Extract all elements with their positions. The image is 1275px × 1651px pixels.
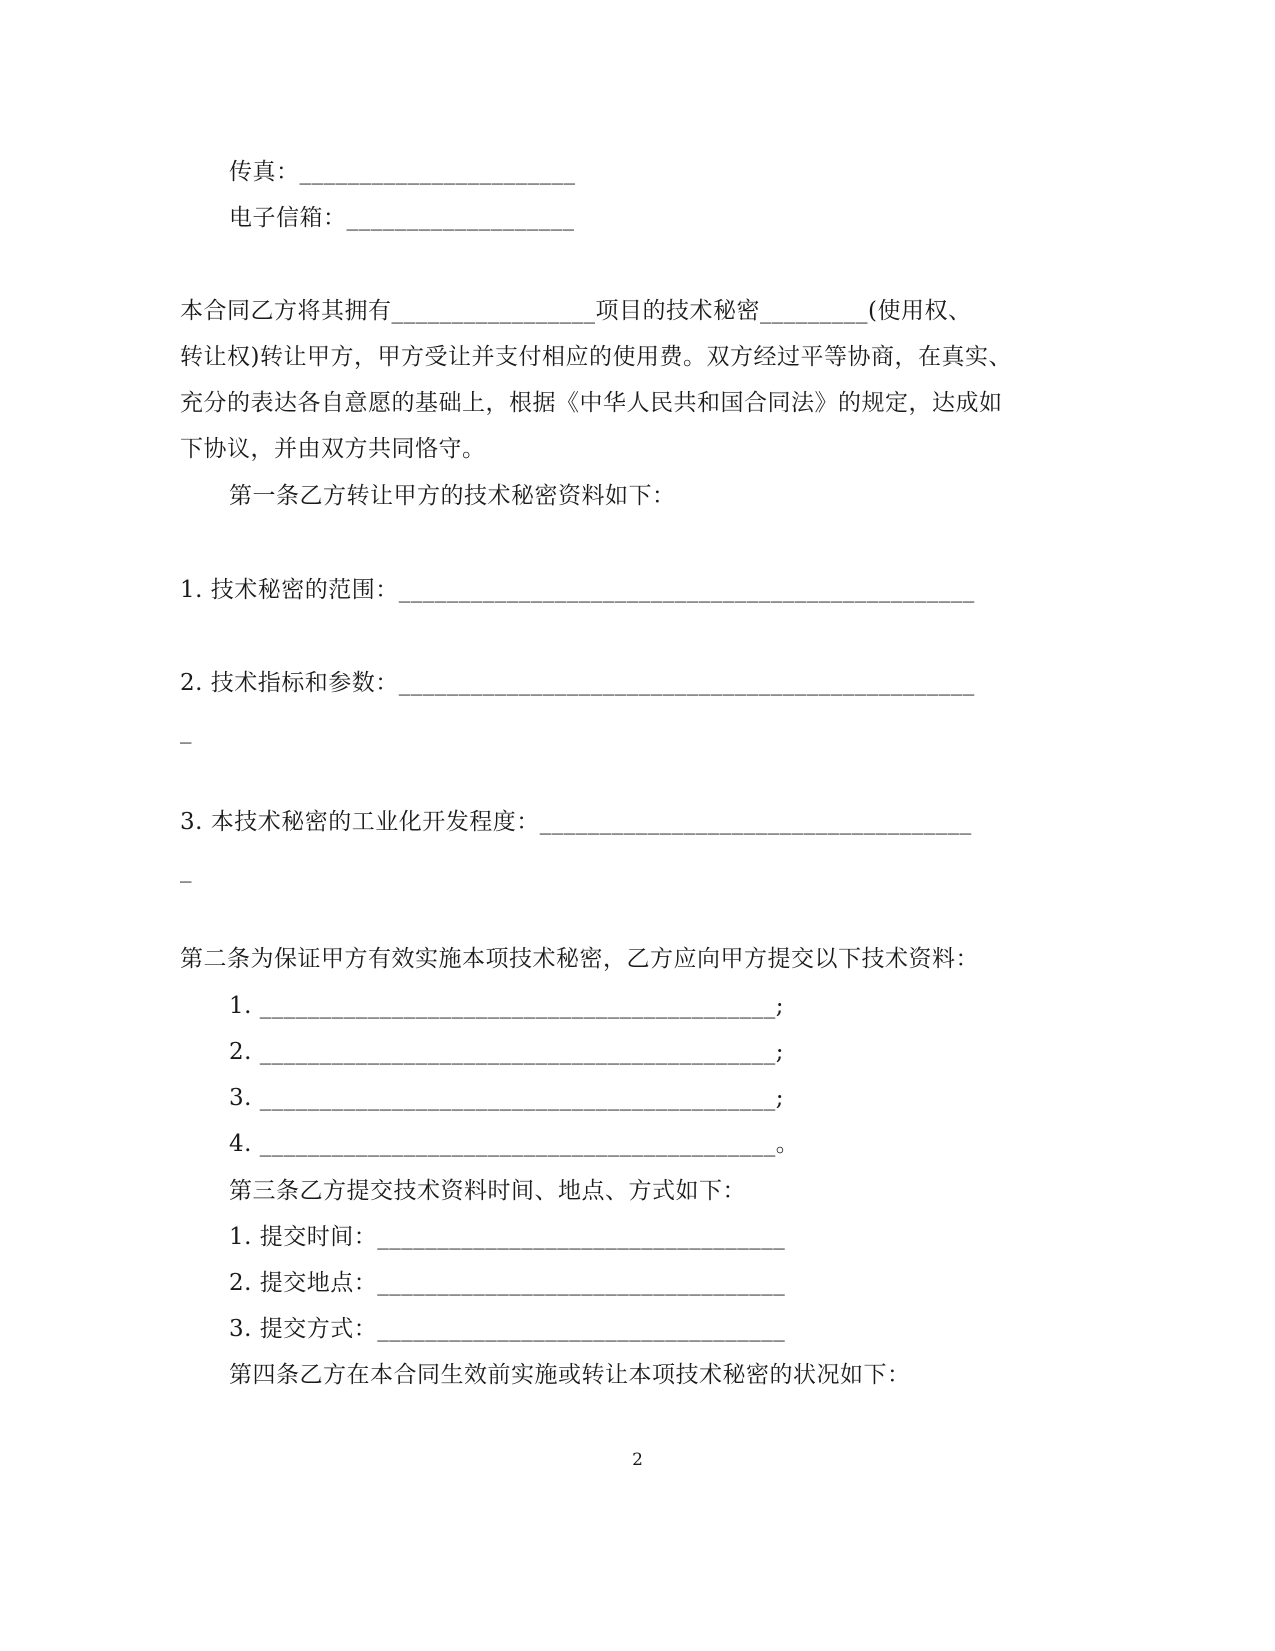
intro-paragraph-line-1: 本合同乙方将其拥有_________________项目的技术秘密_________(使用权、 (180, 298, 972, 324)
fax-field-line: 传真：_______________________ (229, 159, 576, 185)
article-3-item-3: 3. 提交方式：__________________________________ (229, 1316, 786, 1342)
article-1-heading: 第一条乙方转让甲方的技术秘密资料如下： (229, 483, 676, 509)
article-4-heading: 第四条乙方在本合同生效前实施或转让本项技术秘密的状况如下： (229, 1362, 911, 1388)
article-2-item-4: 4. ___________________________________________。 (229, 1131, 800, 1157)
intro-paragraph-line-2: 转让权)转让甲方，甲方受让并支付相应的使用费。双方经过平等协商，在真实、 (180, 344, 1012, 370)
article-3-heading: 第三条乙方提交技术资料时间、地点、方式如下： (229, 1178, 746, 1204)
article-2-item-3: 3. ___________________________________________; (229, 1085, 785, 1111)
email-field-line: 电子信箱：___________________ (229, 205, 575, 231)
article-1-item-3: 3. 本技术秘密的工业化开发程度：____________________________________ (180, 809, 972, 835)
article-1-item-1: 1. 技术秘密的范围：________________________________________________ (180, 577, 975, 603)
intro-paragraph-line-4: 下协议，并由双方共同恪守。 (180, 436, 486, 462)
page-number: 2 (632, 1450, 643, 1470)
intro-paragraph-line-3: 充分的表达各自意愿的基础上，根据《中华人民共和国合同法》的规定，达成如 (180, 390, 1003, 416)
article-1-item-2-continuation: _ (180, 718, 192, 744)
article-3-item-1: 1. 提交时间：__________________________________ (229, 1224, 786, 1250)
article-3-item-2: 2. 提交地点：__________________________________ (229, 1270, 786, 1296)
article-2-item-1: 1. ___________________________________________; (229, 993, 785, 1019)
article-1-item-2: 2. 技术指标和参数：________________________________________________ (180, 670, 975, 696)
article-2-item-2: 2. ___________________________________________; (229, 1039, 785, 1065)
article-2-heading: 第二条为保证甲方有效实施本项技术秘密，乙方应向甲方提交以下技术资料： (180, 946, 979, 972)
article-1-item-3-continuation: _ (180, 857, 192, 883)
